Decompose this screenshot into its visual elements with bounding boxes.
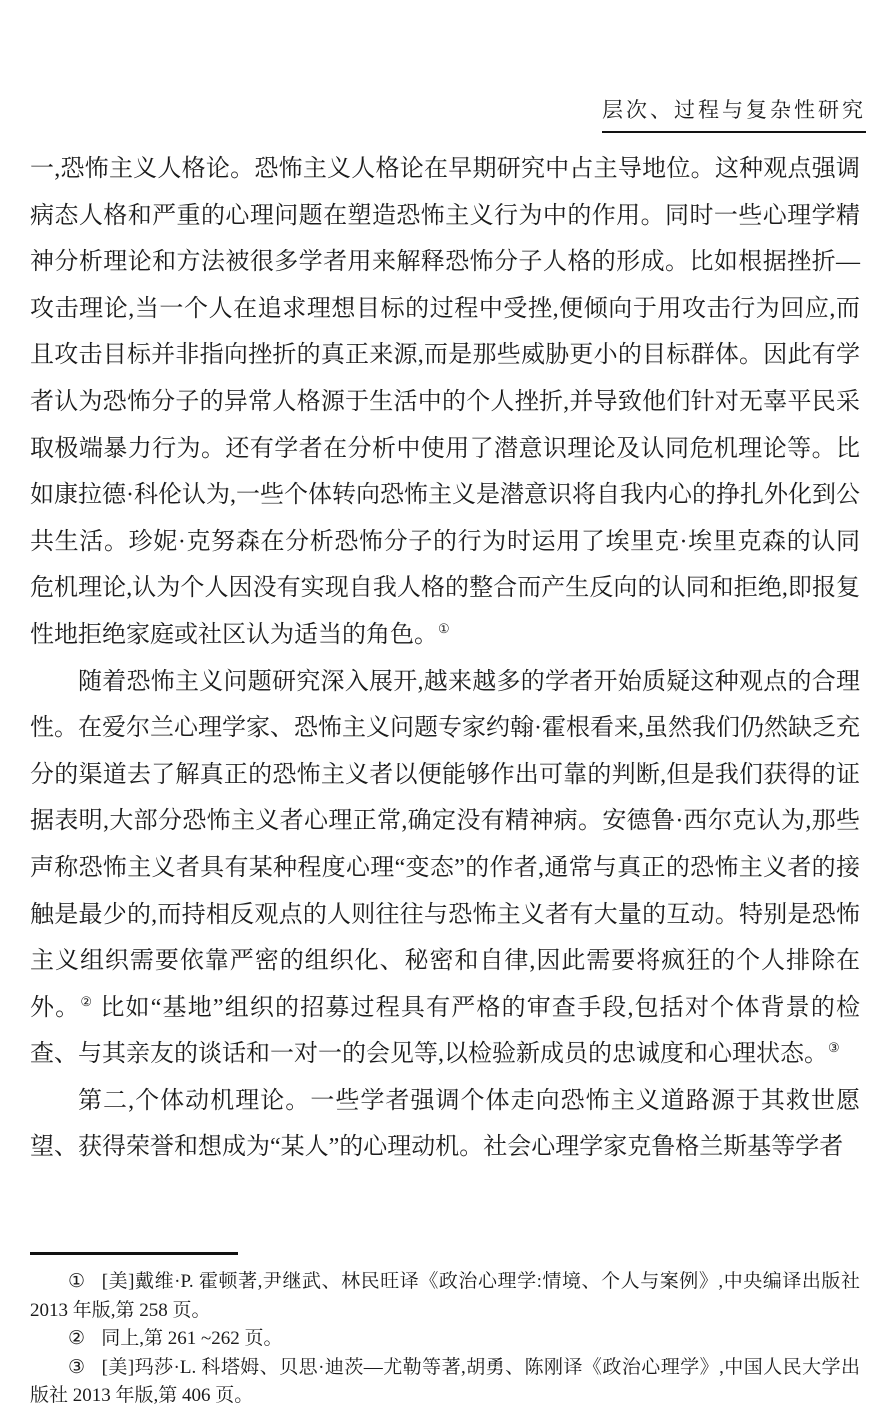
footnote-item-2	[30, 1325, 860, 1354]
running-head	[602, 94, 866, 133]
footnote-marker: ②	[68, 1328, 86, 1349]
footnote-ref-2: ②	[80, 993, 94, 1009]
paragraph-3	[30, 1078, 860, 1171]
footnote-ref-1: ①	[438, 620, 450, 636]
footnote-marker: ①	[68, 1271, 86, 1292]
footnote-item-3	[30, 1354, 860, 1411]
footnote-marker: ③	[68, 1356, 86, 1378]
footnote-item-1	[30, 1268, 860, 1325]
paragraph-text: 一,恐怖主义人格论。恐怖主义人格论在早期研究中占主导地位。这种观点强调病态人格和严重的心理问题在塑造恐怖主义行为中的作用。同时一些心理学精神分析理论和方法被很多学者用来解释恐怖分子人格的形成。比如根据挫折—攻击理论,当一个人在追求理想目标的过程中受挫,便倾向于用攻击行为回应,而且攻击目标并非指向挫折的真正来源,而是那些威胁更小的目标群体。因此有学者认为恐怖分子的异常人格源于生活中的个人挫折,并导致他们针对无辜平民采取极端暴力行为。还有学者在分析中使用了潜意识理论及认同危机理论等。比如康拉德·科伦认为,一些个体转向恐怖主义是潜意识将自我内心的挣扎外化到公共生活。珍妮·克努森在分析恐怖分子的行为时运用了埃里克·埃里克森的认同危机理论,认为个人因没有实现自我人格的整合而产生反向的认同和拒绝,即报复性地拒绝家庭或社区认为适当的角色。	[30, 156, 860, 648]
footnotes-section	[30, 1252, 860, 1411]
footnote-text: [美]玛莎·L. 科塔姆、贝思·迪茨—尤勒等著,胡勇、陈刚译《政治心理学》,中国人民大学出版社 2013 年版,第 406 页。	[30, 1356, 860, 1406]
paragraph-2	[30, 659, 860, 1078]
footnote-separator	[30, 1252, 238, 1255]
paragraph-1	[30, 146, 860, 659]
footnote-text: 同上,第 261 ~262 页。	[101, 1328, 283, 1349]
running-head-title: 层次、过程与复杂性研究	[602, 94, 866, 133]
paragraph-text: 随着恐怖主义问题研究深入展开,越来越多的学者开始质疑这种观点的合理性。在爱尔兰心理学家、恐怖主义问题专家约翰·霍根看来,虽然我们仍然缺乏充分的渠道去了解真正的恐怖主义者以便能够作出可靠的判断,但是我们获得的证据表明,大部分恐怖主义者心理正常,确定没有精神病。安德鲁·西尔克认为,那些声称恐怖主义者具有某种程度心理“变态”的作者,通常与真正的恐怖主义者的接触是最少的,而持相反观点的人则往往与恐怖主义者有大量的互动。特别是恐怖主义组织需要依靠严密的组织化、秘密和自律,因此需要将疯狂的个人排除在外。	[30, 668, 860, 1021]
footnote-ref-3: ③	[828, 1040, 840, 1056]
paragraph-text: 比如“基地”组织的招募过程具有严格的审查手段,包括对个体背景的检查、与其亲友的谈话和一对一的会见等,以检验新成员的忠诚度和心理状态。	[30, 994, 861, 1068]
footnote-text: [美]戴维·P. 霍顿著,尹继武、林民旺译《政治心理学:情境、个人与案例》,中央编译出版社 2013 年版,第 258 页。	[30, 1271, 860, 1321]
body-text	[30, 146, 860, 1171]
paragraph-text: 第二,个体动机理论。一些学者强调个体走向恐怖主义道路源于其救世愿望、获得荣誉和想成为“某人”的心理动机。社会心理学家克鲁格兰斯基等学者	[30, 1087, 860, 1161]
